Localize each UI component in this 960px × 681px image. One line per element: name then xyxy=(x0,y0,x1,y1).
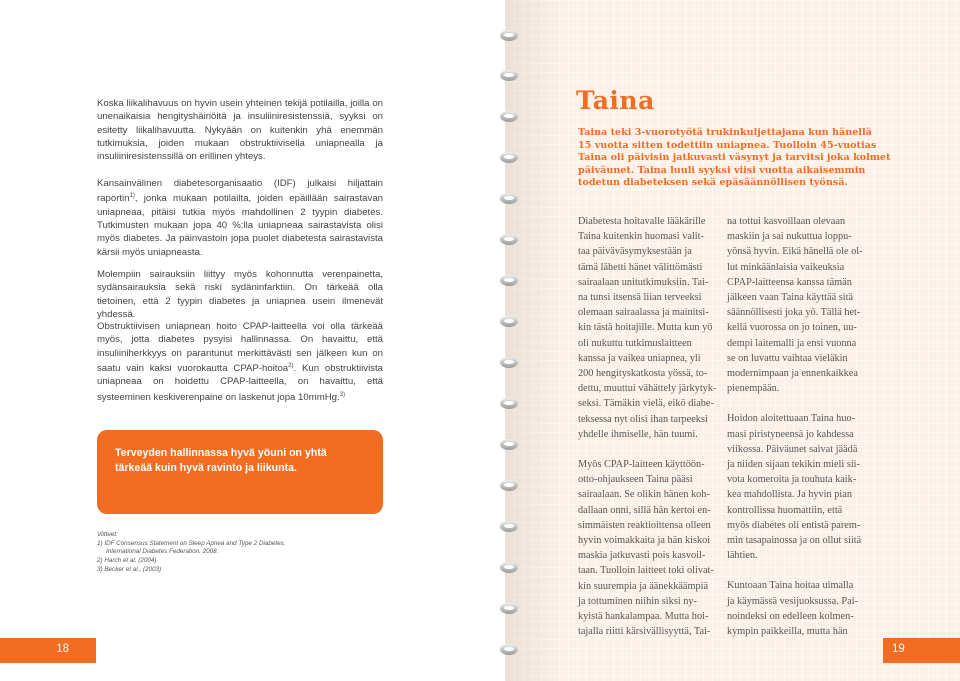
text-line: lähtien. xyxy=(727,550,758,562)
text-line: maskiin ja sai nukuttua loppu- xyxy=(727,231,852,243)
paragraph-3: Molempiin sairauksiin liittyy myös kohonnutta verenpainetta, sydänsairauksia sekä riski sydäninfarktiin. On tärkeää olla tietoinen, että 2 tyypin diabetes ja uniapnea usein ilmenevät yhdessä. xyxy=(97,269,383,320)
binding-ring xyxy=(500,152,518,163)
text-line: pienempään. xyxy=(727,383,780,395)
text-line: seksi. Tämäkin vielä, eikö diabe- xyxy=(578,398,714,410)
story-column-1 xyxy=(578,214,716,639)
text-line: yönsä hyvin. Eikä hänellä ole ol- xyxy=(727,246,863,258)
text-line: simmäisten reaktioittensa olleen xyxy=(578,519,711,531)
binding-ring xyxy=(500,398,518,409)
text-line: lut minkäänlaisia vaikeuksia xyxy=(727,261,845,273)
footnotes-heading: Viitteet: xyxy=(97,531,118,538)
text-line: olemaan sairaalassa ja mainitsi- xyxy=(578,307,709,319)
text-line: taa päiväväsymyksestään ja xyxy=(578,246,692,258)
binding-ring xyxy=(500,275,518,286)
text-line: ja niiden sijaan tekikin mieli sii- xyxy=(727,459,860,471)
text-line: masi piristyneensä jo kahdessa xyxy=(727,428,854,440)
text-line: otto-ohjaukseen Taina pääsi xyxy=(578,474,693,486)
intro-line: todetun diabeteksen sekä epäsäännöllisen työnsä. xyxy=(578,177,848,189)
binding-ring xyxy=(500,70,518,81)
paragraph-gap xyxy=(727,396,863,411)
footnotes xyxy=(97,531,357,575)
page-number-badge-right xyxy=(883,638,960,663)
page-number-right: 19 xyxy=(892,643,905,655)
paragraph-2 xyxy=(97,177,383,259)
text-line: 200 hengityskatkosta yössä, to- xyxy=(578,368,708,380)
text-line: dallaan onni, sillä hän kertoi en- xyxy=(578,504,711,516)
text-line: kea mahdollista. Ja hyvin pian xyxy=(727,489,852,501)
reference-1: 1) xyxy=(129,193,135,200)
text-line: myös diabetes oli entistä parem- xyxy=(727,519,861,531)
story-intro xyxy=(578,127,891,190)
text-line: dettu, muuttui vähättely järkytyk- xyxy=(578,383,717,395)
text-line: Hoidon aloitettuaan Taina huo- xyxy=(727,413,856,425)
paragraph-1: Koska liikalihavuus on hyvin usein yhteinen tekijä potilailla, joilla on unenaikaisia hengityshäiriöitä ja insuliiniresistenssiä, syyksi on esitetty liikalihavuutta. Nykyään on kuitenkin yhä enemmän tutkimuksia, joiden mukaan obstruktiivisella uniapnealla ja insuliiniresistenssillä on erillinen yhteys. xyxy=(97,98,383,163)
text-line: oli nukuttu tutkimuslaitteen xyxy=(578,337,692,349)
text-line: jälkeen vaan Taina käyttää sitä xyxy=(727,292,854,304)
text-line: Diabetesta hoitavalle lääkärille xyxy=(578,216,706,227)
text-line: kellä vuorossa on jo toinen, uu- xyxy=(727,322,857,334)
footnote-1: 1) IDF Consensus Statement on Sleep Apnea and Type 2 Diabetes. xyxy=(97,539,286,547)
binding-ring xyxy=(500,644,518,655)
text-line: hyvin voimakkaita ja hän kiskoi xyxy=(578,535,711,547)
callout-text: Terveyden hallinnassa hyvä yöuni on yhtä tärkeää kuin hyvä ravinto ja liikunta. xyxy=(115,447,327,474)
text-line: se on luvattu vaihtaa vieläkin xyxy=(727,352,848,364)
highlight-callout xyxy=(97,430,383,514)
text-line: taan. Tuolloin laitteet toki olivat- xyxy=(578,565,714,577)
paragraph-gap xyxy=(578,442,716,457)
text-line: viikossa. Päiväunet saivat jäädä xyxy=(727,443,858,455)
binding-ring xyxy=(500,111,518,122)
text-line: maskia jatkuvasti pois kasvoil- xyxy=(578,550,706,562)
binding-ring xyxy=(500,480,518,491)
text-line: sairaalaan unitutkimuksiin. Tai- xyxy=(578,276,709,288)
text-line: ja tottuminen niihin siksi ny- xyxy=(578,595,697,607)
text-line: noindeksi on edelleen kolmen- xyxy=(727,610,854,622)
text-line: Taina kuitenkin huomasi valit- xyxy=(578,231,704,243)
binding-ring xyxy=(500,562,518,573)
binding-ring xyxy=(500,603,518,614)
binding-ring xyxy=(500,357,518,368)
text-line: yhdelle ihmiselle, hän tuumi. xyxy=(578,428,698,440)
paragraph-4-middle: . Kun obstruktiivista uniapneaa on hoidettu CPAP-laitteella, on havaittu, että systeeminen keskiverenpaine on laskenut jopa 10mmHg. xyxy=(97,363,383,403)
text-line: na tottui kasvoillaan olevaan xyxy=(727,216,846,227)
text-line: kanssa ja vaikea uniapnea, yli xyxy=(578,352,701,364)
intro-line: Taina teki 3-vuorotyötä trukinkuljettajana kun hänellä xyxy=(578,127,872,138)
text-line: tajalla riitti kärsivällisyyttä, Tai- xyxy=(578,626,711,638)
page-number-left: 18 xyxy=(56,643,69,655)
text-line: dempi laitemalli ja ensi vuonna xyxy=(727,337,857,349)
intro-line: päiväunet. Taina luuli syyksi viisi vuotta aikaisemmin xyxy=(578,164,866,176)
paragraph-gap xyxy=(727,563,863,578)
binding-ring xyxy=(500,521,518,532)
paragraph-2-end: , jonka mukaan potilailta, joiden epäillään sairastavan uniapneaa, pitäisi tutkia myös mahdollinen 2 tyypin diabetes. Tutkimusten mukaan jopa 40 %:lla uniapneaa sairastavista olisi myös diabetes. Ja päinvastoin jopa puolet diabetesta sairastavista kärsii myös uniapneasta. xyxy=(97,193,383,258)
binding-ring xyxy=(500,193,518,204)
story-column-2 xyxy=(727,214,863,639)
text-line: kin tästä hoitajille. Mutta kun yö xyxy=(578,322,713,334)
story-title: Taina xyxy=(576,86,655,115)
paragraph-2-start: Kansainvälinen diabetesorganisaatio (IDF) julkaisi hiljattain raportin xyxy=(97,178,383,205)
binding-ring xyxy=(500,439,518,450)
text-line: kontrollissa huomattiin, että xyxy=(727,504,843,516)
text-line: CPAP-laitteensa kanssa tämän xyxy=(727,276,852,288)
text-line: vota komeroita ja touhuta kaik- xyxy=(727,474,857,486)
text-line: teksessa nyt olisi ihan tarpeeksi xyxy=(578,413,708,425)
binding-ring xyxy=(500,30,518,41)
text-line: sairaalaan. Se olikin hänen koh- xyxy=(578,489,710,501)
intro-line: 15 vuotta sitten todettiin uniapnea. Tuolloin 45-vuotias xyxy=(578,139,877,151)
reference-2: 2) xyxy=(288,362,294,369)
text-line: min tasapainossa ja on ollut siitä xyxy=(727,535,862,547)
text-line: kin suurempia ja äänekkäämpiä xyxy=(578,580,709,592)
text-line: kympin paikkeilla, mutta hän xyxy=(727,626,848,638)
paragraph-4 xyxy=(97,320,383,404)
binding-spine xyxy=(497,0,521,681)
binding-ring xyxy=(500,316,518,327)
text-line: ja käymässä vesijuoksussa. Pai- xyxy=(727,595,858,607)
page-number-badge-left xyxy=(0,638,96,663)
footnote-1-continued: International Diabetes Federation. 2008. xyxy=(106,548,219,556)
footnote-2: 2) Harch et al. (2004) xyxy=(97,557,157,565)
text-line: na tunsi itsensä liian terveeksi xyxy=(578,292,702,304)
text-line: tämä lähetti hänet välittömästi xyxy=(578,261,703,273)
text-line: modernimpaan ja ennenkaikkea xyxy=(727,368,858,380)
paragraph-4-start: Obstruktiivisen uniapnean hoito CPAP-laitteella voi olla tärkeää myös, jotta diabetes pysyisi hallinnassa. On havaittu, että insuliiniherkkyys on parantunut merkittävästi sen jälkeen kun on saatu vain kaksi vuorokautta CPAP-hoitoa xyxy=(97,321,383,375)
intro-line: Taina oli päivisin jatkuvasti väsynyt ja tarvitsi joka kolmet xyxy=(578,152,891,164)
reference-3: 3) xyxy=(339,391,345,398)
binding-ring xyxy=(500,234,518,245)
footnote-3: 3) Becker et al., (2003) xyxy=(97,565,162,573)
text-line: Kuntoaan Taina hoitaa uimalla xyxy=(727,580,854,592)
text-line: säännöllisesti joka yö. Tällä het- xyxy=(727,307,861,319)
text-line: kyistä hankalampaa. Mutta hoi- xyxy=(578,611,709,623)
text-line: Myös CPAP-laitteen käyttöön- xyxy=(578,459,705,471)
